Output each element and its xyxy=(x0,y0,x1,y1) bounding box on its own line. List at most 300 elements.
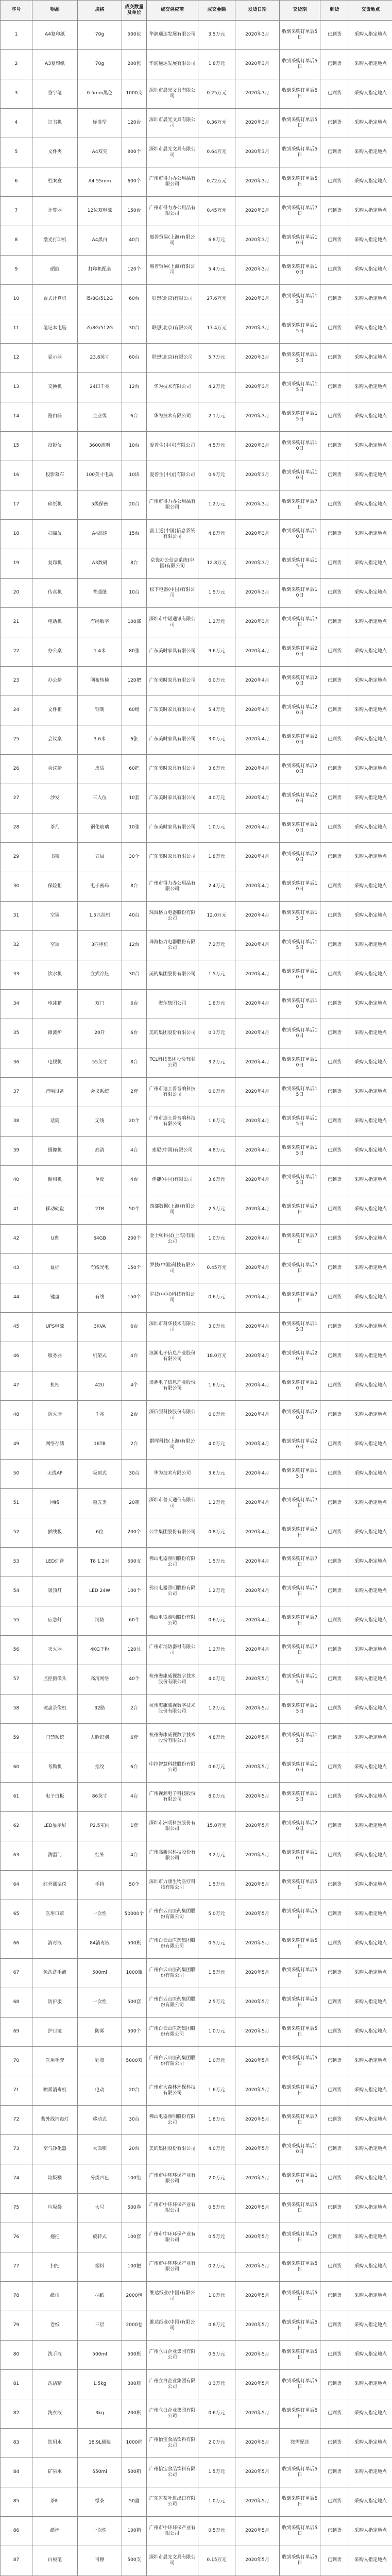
table-cell: 已到货 xyxy=(320,1166,349,1195)
table-cell: 收到采购订单后5日 xyxy=(280,79,320,109)
table-cell: 路由器 xyxy=(32,402,78,432)
header-cell: 发货日期 xyxy=(235,1,280,21)
table-cell: 广东美时家具有限公司 xyxy=(147,696,198,725)
table-cell: 美的集团股份有限公司 xyxy=(147,960,198,990)
table-cell: 1.5万元 xyxy=(198,960,235,990)
table-cell: 收到采购订单后5日 xyxy=(280,2194,320,2223)
table-cell: 3.2万元 xyxy=(198,1048,235,1078)
table-cell: 采购人指定地点 xyxy=(349,960,392,990)
table-cell: 有线光电 xyxy=(78,1254,122,1283)
table-cell: 采购人指定地点 xyxy=(349,226,392,256)
table-cell: 52 xyxy=(1,1518,32,1548)
table-cell: 2020年4月 xyxy=(235,1606,280,1636)
table-cell: 2020年4月 xyxy=(235,872,280,902)
table-cell: 80 xyxy=(1,2341,32,2370)
table-cell: 2020年4月 xyxy=(235,960,280,990)
table-cell: 2020年5月 xyxy=(235,1694,280,1724)
table-row xyxy=(1,226,392,256)
table-cell: 已到货 xyxy=(320,784,349,814)
table-cell: 有绳数字 xyxy=(78,608,122,637)
table-cell: 广州市中环环保产业有限公司 xyxy=(147,2223,198,2252)
table-row xyxy=(1,579,392,608)
table-cell: 广州白云山医药集团股份有限公司 xyxy=(147,2018,198,2047)
table-row xyxy=(1,79,392,109)
table-cell: 收到采购订单后5日 xyxy=(280,50,320,79)
table-cell: 1.0万元 xyxy=(198,2487,235,2517)
table-cell: 惠普贸易(上海)有限公司 xyxy=(147,226,198,256)
table-cell: 2020年5月 xyxy=(235,1959,280,1988)
table-cell: 70 xyxy=(1,2047,32,2076)
table-cell: 收到采购订单后5日 xyxy=(280,1988,320,2018)
table-cell: 4.0万元 xyxy=(198,784,235,814)
table-cell: 20台 xyxy=(122,2135,147,2164)
table-cell: 收到采购订单后5日 xyxy=(280,167,320,197)
table-cell: 收到采购订单后15日 xyxy=(280,902,320,931)
table-cell: 电话机 xyxy=(32,608,78,637)
table-row xyxy=(1,667,392,696)
table-cell: 8台 xyxy=(122,1048,147,1078)
table-cell: 已到货 xyxy=(320,314,349,344)
table-cell: 普通纸 xyxy=(78,579,122,608)
table-cell: 广州市迪士普音响科技有限公司 xyxy=(147,1078,198,1107)
table-cell: 2.0万元 xyxy=(198,2429,235,2458)
table-cell: 4.8万元 xyxy=(198,1724,235,1753)
table-cell: 收到采购订单后15日 xyxy=(280,549,320,579)
table-cell: 微波炉 xyxy=(32,1019,78,1048)
table-cell: 2020年5月 xyxy=(235,2429,280,2458)
table-row xyxy=(1,755,392,784)
table-cell: 采购人指定地点 xyxy=(349,931,392,960)
table-cell: 收到采购订单后7日 xyxy=(280,1636,320,1665)
table-cell: 2020年5月 xyxy=(235,2194,280,2223)
table-cell: 已到货 xyxy=(320,50,349,79)
table-cell: 收到采购订单后10日 xyxy=(280,461,320,490)
table-cell: 2.5万元 xyxy=(198,1195,235,1225)
table-cell: 收到采购订单后15日 xyxy=(280,1107,320,1137)
table-cell: 广州市得力办公用品有限公司 xyxy=(147,872,198,902)
table-cell: 分类四色 xyxy=(78,2164,122,2194)
table-cell: 20升 xyxy=(78,1019,122,1048)
table-cell: 收到采购订单后15日 xyxy=(280,1665,320,1694)
table-cell: 采购人指定地点 xyxy=(349,1812,392,1841)
table-cell: 采购人指定地点 xyxy=(349,167,392,197)
table-cell: 2020年4月 xyxy=(235,1225,280,1254)
table-cell: 2020年5月 xyxy=(235,2282,280,2311)
table-body xyxy=(1,21,392,2576)
table-cell: 已到货 xyxy=(320,1313,349,1342)
table-cell: 12.8万元 xyxy=(198,549,235,579)
table-cell: 2020年3月 xyxy=(235,226,280,256)
table-cell: 40台 xyxy=(122,226,147,256)
table-cell: 32路 xyxy=(78,1694,122,1724)
table-cell: 已到货 xyxy=(320,755,349,784)
table-cell: 24口千兆 xyxy=(78,373,122,402)
table-row xyxy=(1,2546,392,2575)
table-cell: 36 xyxy=(1,1048,32,1078)
table-cell: 40台 xyxy=(122,902,147,931)
table-row xyxy=(1,2429,392,2458)
table-cell: 广州立白企业集团有限公司 xyxy=(147,2341,198,2370)
table-cell: 8 xyxy=(1,226,32,256)
table-cell: 广州高新兴科技股份有限公司 xyxy=(147,1841,198,1871)
table-cell: 无线 xyxy=(78,1107,122,1137)
table-cell: 广东美时家具有限公司 xyxy=(147,814,198,843)
table-cell: 浪潮电子信息产业股份有限公司 xyxy=(147,1371,198,1401)
table-cell: 2020年4月 xyxy=(235,1019,280,1048)
table-cell: 佛山电器照明股份有限公司 xyxy=(147,1606,198,1636)
table-cell: 0.6万元 xyxy=(198,1753,235,1783)
table-cell: 2020年4月 xyxy=(235,1048,280,1078)
table-cell: 60组 xyxy=(122,696,147,725)
table-cell: 美的集团股份有限公司 xyxy=(147,2135,198,2164)
table-cell: 63 xyxy=(1,1841,32,1871)
table-row xyxy=(1,344,392,373)
table-cell: 采购人指定地点 xyxy=(349,1460,392,1489)
table-cell: 已到货 xyxy=(320,1959,349,1988)
table-cell: 大面积 xyxy=(78,2135,122,2164)
table-cell: 已到货 xyxy=(320,902,349,931)
table-cell: 已到货 xyxy=(320,1724,349,1753)
table-cell: 2020年4月 xyxy=(235,814,280,843)
table-cell: 18.9L桶装 xyxy=(78,2429,122,2458)
table-row xyxy=(1,1430,392,1460)
table-cell: 55英寸 xyxy=(78,1048,122,1078)
table-cell: 卷纸 xyxy=(32,2311,78,2341)
table-cell: 采购人指定地点 xyxy=(349,1166,392,1195)
table-cell: 2020年4月 xyxy=(235,1078,280,1107)
table-cell: 2020年3月 xyxy=(235,314,280,344)
table-cell: 已到货 xyxy=(320,1665,349,1694)
table-cell: 监控摄像头 xyxy=(32,1665,78,1694)
table-cell: 办公椅 xyxy=(32,667,78,696)
table-cell: 采购人指定地点 xyxy=(349,461,392,490)
table-cell: 6.8万元 xyxy=(198,226,235,256)
table-cell: 4台 xyxy=(122,1342,147,1371)
table-cell: 60台 xyxy=(122,344,147,373)
table-cell: 300瓶 xyxy=(122,2370,147,2399)
table-cell: 广州市消防器材有限公司 xyxy=(147,1636,198,1665)
table-cell: 已到货 xyxy=(320,2399,349,2429)
table-cell: 采购人指定地点 xyxy=(349,2546,392,2575)
table-cell: 5000双 xyxy=(122,2047,147,2076)
table-cell: 广东美时家具有限公司 xyxy=(147,843,198,872)
table-cell: 23.8英寸 xyxy=(78,344,122,373)
table-row xyxy=(1,1694,392,1724)
table-cell: 洗衣液 xyxy=(32,2399,78,2429)
table-cell: 3600流明 xyxy=(78,432,122,461)
table-cell: 收到采购订单后5日 xyxy=(280,2458,320,2487)
table-cell: 2020年5月 xyxy=(235,2458,280,2487)
table-cell: 1.5万元 xyxy=(198,2458,235,2487)
table-cell: 150个 xyxy=(122,1254,147,1283)
table-cell: 广州立白企业集团有限公司 xyxy=(147,2399,198,2429)
table-cell: 2020年3月 xyxy=(235,344,280,373)
table-cell: 吸顶灯 xyxy=(32,1577,78,1606)
table-cell: 已到货 xyxy=(320,2282,349,2311)
table-cell: 罗技(中国)科技有限公司 xyxy=(147,1283,198,1313)
table-cell: 2020年3月 xyxy=(235,520,280,549)
table-cell: 6位 xyxy=(78,1518,122,1548)
table-cell: 电子白板 xyxy=(32,1783,78,1812)
table-cell: 已到货 xyxy=(320,2487,349,2517)
table-cell: 洗洁精 xyxy=(32,2370,78,2399)
table-cell: 三人位 xyxy=(78,784,122,814)
table-cell: 深圳市晨光文具有限公司 xyxy=(147,79,198,109)
table-cell: 50 xyxy=(1,1460,32,1489)
table-cell: 2020年4月 xyxy=(235,1518,280,1548)
table-cell: 100部 xyxy=(122,608,147,637)
table-cell: 显示器 xyxy=(32,344,78,373)
table-cell: 2020年5月 xyxy=(235,2370,280,2399)
table-cell: 500包 xyxy=(122,21,147,50)
table-cell: 37 xyxy=(1,1078,32,1107)
table-cell: 收到采购订单后15日 xyxy=(280,1460,320,1489)
table-cell: 打印机配套 xyxy=(78,256,122,285)
table-cell: 已到货 xyxy=(320,1371,349,1401)
table-cell: 61 xyxy=(1,1783,32,1812)
table-cell: 2020年3月 xyxy=(235,432,280,461)
table-cell: 复印机 xyxy=(32,549,78,579)
table-cell: 收到采购订单后20日 xyxy=(280,784,320,814)
table-cell: 企业级 xyxy=(78,402,122,432)
table-cell: 20台 xyxy=(122,2076,147,2106)
table-cell: 69 xyxy=(1,2018,32,2047)
table-cell: 2 xyxy=(1,50,32,79)
table-cell: 采购人指定地点 xyxy=(349,2047,392,2076)
table-cell: 已到货 xyxy=(320,2341,349,2370)
table-cell: 47 xyxy=(1,1371,32,1401)
table-cell: 高清 xyxy=(78,1137,122,1166)
table-cell: 2020年5月 xyxy=(235,2399,280,2429)
table-cell: P2.5室内 xyxy=(78,1812,122,1841)
table-cell: 广州市中环环保产业有限公司 xyxy=(147,2252,198,2282)
table-cell: 2020年5月 xyxy=(235,1665,280,1694)
table-cell: 吸顶式 xyxy=(78,1460,122,1489)
table-cell: 12位双电源 xyxy=(78,197,122,226)
table-cell: 深圳市洲明科技股份有限公司 xyxy=(147,1812,198,1841)
table-cell: 2020年3月 xyxy=(235,138,280,167)
table-cell: 收到采购订单后10日 xyxy=(280,256,320,285)
table-cell: 12 xyxy=(1,344,32,373)
table-cell: 2020年3月 xyxy=(235,373,280,402)
table-cell: 15.0万元 xyxy=(198,1812,235,1841)
table-cell: 1.6万元 xyxy=(198,2076,235,2106)
table-cell: 硒鼓 xyxy=(32,256,78,285)
table-cell: 杭州海康威视数字技术股份有限公司 xyxy=(147,1724,198,1753)
table-cell: 已到货 xyxy=(320,960,349,990)
table-cell: 500ml xyxy=(78,2341,122,2370)
table-cell: 书架 xyxy=(32,843,78,872)
table-cell: 已到货 xyxy=(320,814,349,843)
table-cell: 收到采购订单后5日 xyxy=(280,2487,320,2517)
table-cell: 已到货 xyxy=(320,167,349,197)
table-cell: 收到采购订单后5日 xyxy=(280,2311,320,2341)
table-cell: 收到采购订单后7日 xyxy=(280,1195,320,1225)
table-cell: 500套 xyxy=(122,1988,147,2018)
table-cell: 采购人指定地点 xyxy=(349,637,392,667)
table-cell: 16 xyxy=(1,461,32,490)
table-cell: TCL科技集团股份有限公司 xyxy=(147,1048,198,1078)
table-cell: 广州白云山医药集团股份有限公司 xyxy=(147,1959,198,1988)
header-cell: 成交数量及单位 xyxy=(122,1,147,21)
table-cell: 垃圾桶 xyxy=(32,2164,78,2194)
table-cell: 已到货 xyxy=(320,373,349,402)
table-cell: 应急灯 xyxy=(32,1606,78,1636)
table-cell: 79 xyxy=(1,2311,32,2341)
table-cell: 已到货 xyxy=(320,1753,349,1783)
table-cell: 收到采购订单后20日 xyxy=(280,696,320,725)
table-row xyxy=(1,1812,392,1841)
table-cell: 广州市得力办公用品有限公司 xyxy=(147,167,198,197)
table-cell: 消毒液 xyxy=(32,1929,78,1959)
table-cell: 采购人指定地点 xyxy=(349,2282,392,2311)
table-cell: 广州市得力办公用品有限公司 xyxy=(147,490,198,520)
table-cell: 17.4万元 xyxy=(198,314,235,344)
table-cell: 已到货 xyxy=(320,1577,349,1606)
table-cell: 医用口罩 xyxy=(32,1900,78,1929)
table-cell: 0.64万元 xyxy=(198,138,235,167)
table-cell: 500瓶 xyxy=(122,2341,147,2370)
table-cell: 已到货 xyxy=(320,2018,349,2047)
table-cell: 1.6万元 xyxy=(198,1107,235,1137)
table-cell: 39 xyxy=(1,1137,32,1166)
table-cell: 采购人指定地点 xyxy=(349,402,392,432)
table-row xyxy=(1,1841,392,1871)
table-cell: 采购人指定地点 xyxy=(349,2194,392,2223)
table-cell: 0.72万元 xyxy=(198,167,235,197)
table-cell: 2020年3月 xyxy=(235,79,280,109)
table-cell: 1 xyxy=(1,21,32,50)
table-cell: 4.5万元 xyxy=(198,432,235,461)
table-cell: 2020年3月 xyxy=(235,490,280,520)
table-cell: 矿泉水 xyxy=(32,2458,78,2487)
table-row xyxy=(1,1107,392,1137)
table-cell: 已到货 xyxy=(320,285,349,314)
table-cell: 58 xyxy=(1,1694,32,1724)
table-cell: 已到货 xyxy=(320,1694,349,1724)
table-cell: 2020年4月 xyxy=(235,725,280,755)
table-cell: 6台 xyxy=(122,1753,147,1783)
table-cell: LED 24W xyxy=(78,1577,122,1606)
table-cell: 60把 xyxy=(122,755,147,784)
table-cell: 5.4万元 xyxy=(198,256,235,285)
table-cell: 2.0万元 xyxy=(198,2164,235,2194)
table-cell: 收到采购订单后7日 xyxy=(280,1606,320,1636)
table-cell: 2020年4月 xyxy=(235,1489,280,1518)
table-cell: 计算器 xyxy=(32,197,78,226)
table-cell: 14 xyxy=(1,402,32,432)
table-cell: 2020年5月 xyxy=(235,2517,280,2546)
table-cell: 采购人指定地点 xyxy=(349,1283,392,1313)
table-row xyxy=(1,314,392,344)
table-cell: 采购人指定地点 xyxy=(349,2458,392,2487)
table-cell: 0.6万元 xyxy=(198,1283,235,1313)
table-cell: 已到货 xyxy=(320,1225,349,1254)
table-cell: 采购人指定地点 xyxy=(349,432,392,461)
table-cell: 84 xyxy=(1,2458,32,2487)
table-cell: 收到采购订单后15日 xyxy=(280,1694,320,1724)
table-cell: 紫外线消毒灯 xyxy=(32,2106,78,2135)
table-cell: 采购人指定地点 xyxy=(349,872,392,902)
table-row xyxy=(1,1078,392,1107)
table-cell: 已到货 xyxy=(320,2370,349,2399)
table-cell: 4台 xyxy=(122,1166,147,1195)
table-cell: 无线AP xyxy=(32,1460,78,1489)
table-cell: 收到采购订单后10日 xyxy=(280,226,320,256)
table-cell: 2020年5月 xyxy=(235,2223,280,2252)
table-cell: 100箱 xyxy=(122,2517,147,2546)
table-cell: 0.5mm黑色 xyxy=(78,79,122,109)
table-cell: 62 xyxy=(1,1812,32,1841)
table-cell: 采购人指定地点 xyxy=(349,520,392,549)
table-cell: 6台 xyxy=(122,402,147,432)
table-cell: 联想(北京)有限公司 xyxy=(147,344,198,373)
table-cell: 已到货 xyxy=(320,1606,349,1636)
table-cell: 29 xyxy=(1,843,32,872)
table-cell: 摄像机 xyxy=(32,1137,78,1166)
table-cell: 佳能(中国)有限公司 xyxy=(147,1166,198,1195)
table-cell: 会议椅 xyxy=(32,755,78,784)
table-row xyxy=(1,2517,392,2546)
table-cell: 电视机 xyxy=(32,1048,78,1078)
table-cell: 100套 xyxy=(122,2223,147,2252)
table-cell: 已到货 xyxy=(320,1430,349,1460)
table-cell: 采购人指定地点 xyxy=(349,1401,392,1430)
table-cell: 6.0万元 xyxy=(198,667,235,696)
table-cell: 800个 xyxy=(122,138,147,167)
table-cell: 2台 xyxy=(122,1694,147,1724)
table-cell: 采购人指定地点 xyxy=(349,696,392,725)
table-cell: 12台 xyxy=(122,931,147,960)
table-cell: 收到采购订单后15日 xyxy=(280,344,320,373)
table-cell: 采购人指定地点 xyxy=(349,2135,392,2164)
table-row xyxy=(1,167,392,197)
table-row xyxy=(1,960,392,990)
table-row xyxy=(1,432,392,461)
table-cell: 3 xyxy=(1,79,32,109)
table-cell: 2020年4月 xyxy=(235,1137,280,1166)
table-cell: 120个 xyxy=(122,256,147,285)
table-cell: 15台 xyxy=(122,520,147,549)
table-cell: 采购人指定地点 xyxy=(349,2429,392,2458)
table-cell: 4台 xyxy=(122,1783,147,1812)
table-cell: 手持 xyxy=(78,1871,122,1900)
table-cell: 浪潮电子信息产业股份有限公司 xyxy=(147,1342,198,1371)
table-cell: 采购人指定地点 xyxy=(349,1313,392,1342)
table-cell: 已到货 xyxy=(320,2047,349,2076)
table-cell: 6台 xyxy=(122,990,147,1019)
table-cell: 2台 xyxy=(122,1401,147,1430)
table-cell: 0.25万元 xyxy=(198,79,235,109)
table-cell: 已到货 xyxy=(320,725,349,755)
table-row xyxy=(1,1988,392,2018)
table-cell: 5.0万元 xyxy=(198,1900,235,1929)
table-cell: 喷雾消毒机 xyxy=(32,2076,78,2106)
table-cell: 联想(北京)有限公司 xyxy=(147,314,198,344)
table-row xyxy=(1,1577,392,1606)
table-cell: 0.5万元 xyxy=(198,2194,235,2223)
table-cell: 收到采购订单后10日 xyxy=(280,1753,320,1783)
table-cell: 拖把 xyxy=(32,2223,78,2252)
table-cell: 已到货 xyxy=(320,432,349,461)
table-cell: 垃圾袋 xyxy=(32,2194,78,2223)
header-cell: 成交金额 xyxy=(198,1,235,21)
table-cell: 1000桶 xyxy=(122,2429,147,2458)
table-cell: 12.0万元 xyxy=(198,902,235,931)
table-cell: 收到采购订单后7日 xyxy=(280,608,320,637)
table-cell: 0.45万元 xyxy=(198,197,235,226)
table-cell: 广东美时家具有限公司 xyxy=(147,637,198,667)
